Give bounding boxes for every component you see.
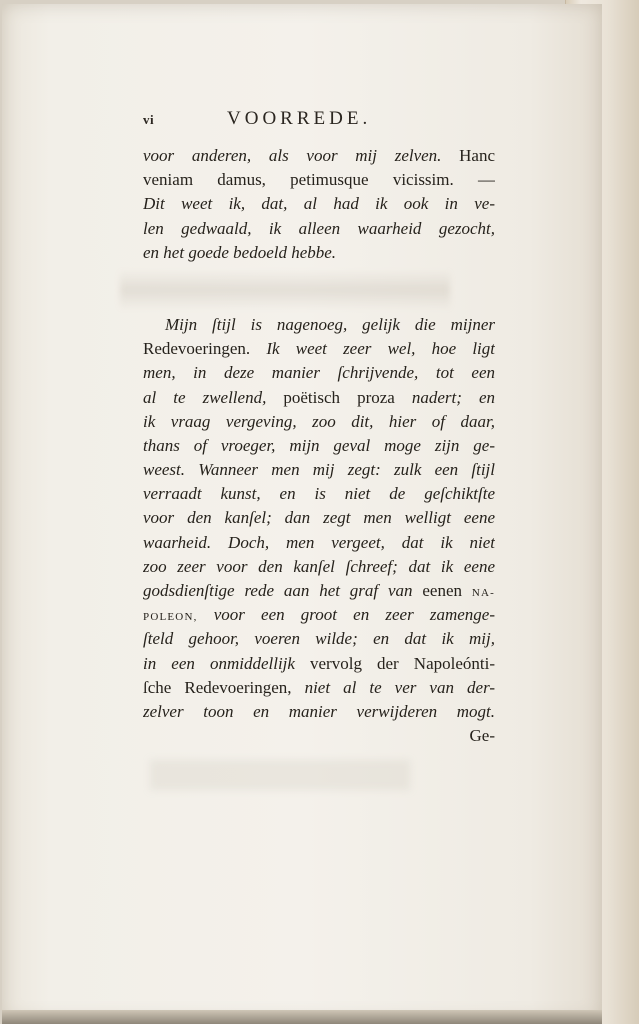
- text-line: [143, 627, 495, 651]
- text-line-roman: ſche Redevoeringen,: [143, 677, 292, 697]
- text-line: [143, 603, 495, 627]
- text-line-italic: ik vraag vergeving, zoo dit, hier of daar,: [143, 411, 495, 431]
- text-line: [143, 313, 495, 337]
- text-line-roman: Redevoeringen.: [143, 339, 251, 359]
- text-line: [143, 555, 495, 579]
- page-number: vi: [143, 112, 155, 127]
- text-line: [143, 506, 495, 530]
- text-line-italic: al te zwellend,: [143, 387, 267, 407]
- text-line-italic: men, in deze manier ſchrijvende, tot een: [143, 363, 495, 383]
- text-line-italic: Ik weet zeer wel, hoe ligt: [266, 339, 495, 359]
- text-line: [143, 144, 495, 168]
- running-title: VOORREDE.: [227, 108, 372, 129]
- text-line-italic: zoo zeer voor den kanſel ſchreef; dat ik eene: [143, 556, 495, 576]
- text-line: [143, 241, 495, 265]
- text-line: veniam damus, petimusque vicissim. —: [143, 170, 495, 190]
- text-line-roman: Hanc: [459, 146, 495, 165]
- text-line-roman: eenen: [422, 581, 463, 600]
- text-line: [143, 579, 495, 603]
- text-line: [143, 386, 495, 410]
- text-line-italic: voor anderen, als voor mij zelven.: [143, 146, 442, 165]
- text-line-italic: niet al te ver van der-: [304, 677, 495, 697]
- paragraph-gap: [143, 265, 495, 313]
- text-line: [143, 676, 495, 700]
- text-line-italic: Dit weet ik, dat, al had ik ook in ve-: [143, 194, 495, 214]
- text-line-italic: waarheid. Doch, men vergeet, dat ik niet: [143, 532, 495, 552]
- page-bottom-edge: [2, 1010, 602, 1024]
- text-line: [143, 434, 495, 458]
- text-line-italic: thans of vroeger, mijn geval moge zijn ge-: [143, 435, 495, 455]
- bleed-through-shadow: [150, 760, 410, 790]
- text-line: [143, 192, 495, 216]
- text-line-italic: en het goede bedoeld hebbe.: [143, 242, 337, 262]
- text-line-roman: vervolg der Napoleónti-: [310, 653, 495, 673]
- text-line-italic: nadert; en: [411, 387, 495, 407]
- text-line: [143, 458, 495, 482]
- small-caps-name: POLEON,: [143, 611, 198, 624]
- text-line-italic: weest. Wanneer men mij zegt: zulk een ſtijl: [143, 460, 495, 480]
- text-line-roman: poëtisch proza: [283, 387, 395, 407]
- text-line: [143, 700, 495, 724]
- text-line-italic: godsdienſtige rede aan het graf van: [143, 581, 413, 600]
- text-line: [143, 482, 495, 506]
- text-line: [143, 410, 495, 434]
- paragraph: [143, 144, 495, 265]
- catchword: Ge-: [469, 726, 495, 746]
- paragraph: [143, 313, 495, 748]
- text-line: [143, 361, 495, 385]
- small-caps-name: NA-: [471, 587, 495, 599]
- text-line-italic: verraadt kunst, en is niet de geſchiktſte: [143, 484, 495, 504]
- text-line-italic: voor een groot en zeer zamenge-: [213, 605, 495, 625]
- text-line-italic: zelver toon en manier verwijderen mogt.: [143, 701, 495, 721]
- body-text: [143, 144, 495, 748]
- text-line-italic: ſteld gehoor, voeren wilde; en dat ik mij,: [143, 629, 495, 649]
- text-line: [143, 337, 495, 361]
- text-line-italic: len gedwaald, ik alleen waarheid gezocht,: [143, 218, 495, 238]
- text-line: [143, 652, 495, 676]
- text-line: [143, 531, 495, 555]
- text-line-italic: Mijn ſtijl is nagenoeg, gelijk die mijner: [165, 314, 495, 334]
- page-header: [143, 108, 503, 134]
- text-line-italic: in een onmiddellijk: [143, 653, 295, 673]
- text-line-italic: voor den kanſel; dan zegt men welligt eene: [143, 508, 495, 528]
- text-line: [143, 217, 495, 241]
